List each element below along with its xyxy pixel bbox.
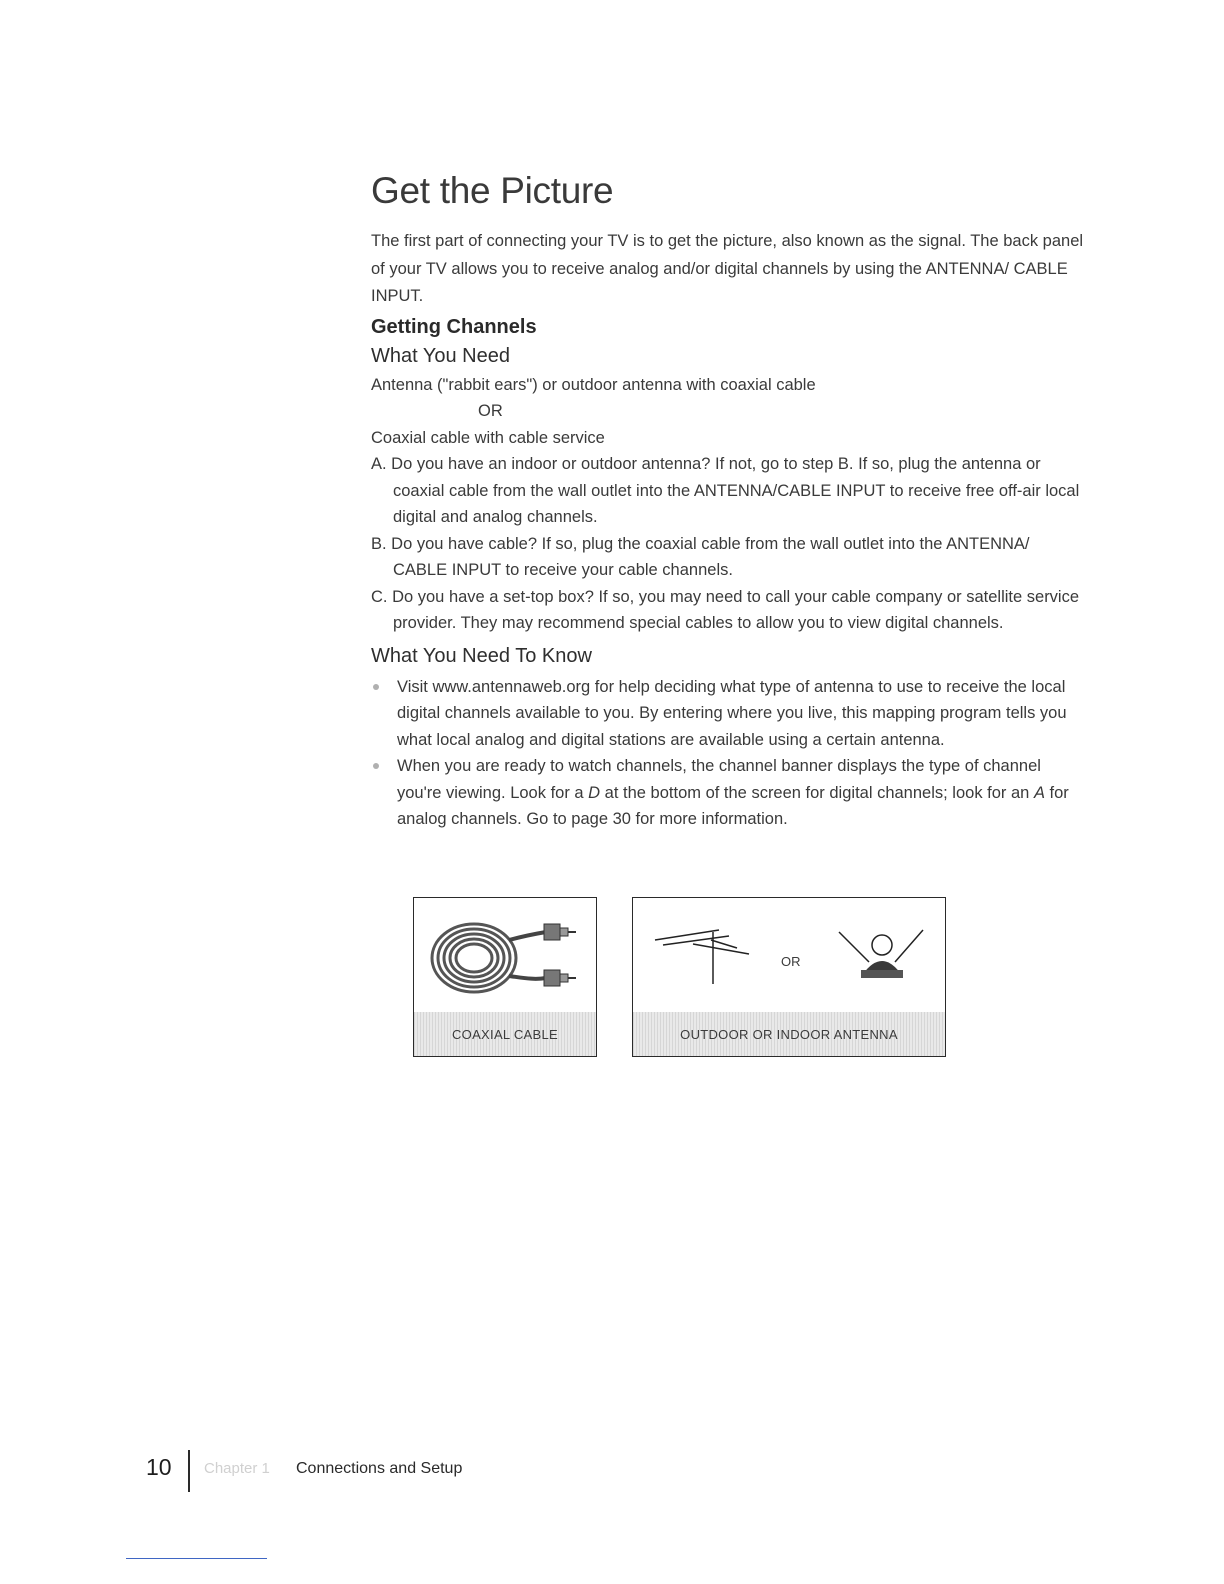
coaxial-caption-band [414,1012,596,1056]
footer-section-title: Connections and Setup [296,1460,463,1477]
antenna-figure [632,897,946,1057]
bullet-dot-icon [373,763,379,769]
bullet-banner-text-3: for analog channels. Go to page 30 for more information. [397,783,1069,828]
step-c: C. Do you have a set-top box? If so, you may need to call your cable company or satellite service provider. They may recommend special cables to allow you to view digital channels. [371,587,1080,632]
subheading-what-you-need-to-know: What You Need To Know [371,644,592,667]
main-content [371,170,1086,833]
intro-paragraph: The first part of connecting your TV is to get the picture, also known as the signal. The back panel of your TV allows you to receive analog and/or digital channels by using the ANTENNA/ CABLE INPUT. [371,232,1084,305]
page-title: Get the Picture [371,170,614,211]
section-heading-getting-channels: Getting Channels [371,315,537,338]
bullet-dot-icon [373,684,379,690]
footer-chapter-label: Chapter 1 [204,1460,270,1477]
step-a: A. Do you have an indoor or outdoor antenna? If not, go to step B. If so, plug the antenna or coaxial cable from the wall outlet into the ANTENNA/CABLE INPUT to receive free off-air local digital and analog channels. [371,455,1080,526]
antenna-caption: OUTDOOR OR INDOOR ANTENNA [680,1026,898,1042]
bullet-banner-analog-letter: A [1033,783,1045,802]
antenna-caption-band [633,1012,945,1056]
coaxial-cable-caption: COAXIAL CABLE [451,1026,558,1042]
bullet-antennaweb-text: Visit www.antennaweb.org for help deciding what type of antenna to use to receive the local digital channels available to you. By entering where you live, this mapping program tells you what local analog and digital stations are available using a certain antenna. [397,677,1067,749]
bottom-rule [126,1558,267,1559]
coaxial-cable-icon [414,898,596,1010]
bullet-banner-text-2: at the bottom of the screen for digital channels; look for an [600,783,1034,802]
bullet-antennaweb [371,674,1086,754]
page-number: 10 [146,1454,172,1480]
bullet-channel-banner [371,753,1086,833]
need-line-coax: Coaxial cable with cable service [371,428,605,447]
coaxial-cable-figure [413,897,597,1057]
need-line-antenna: Antenna ("rabbit ears") or outdoor antenna with coaxial cable [371,375,816,394]
need-line-or: OR [478,402,503,420]
antenna-or-label: OR [781,954,801,969]
bullet-banner-digital-letter: D [588,783,601,802]
subheading-what-you-need: What You Need [371,344,510,367]
bullet-banner-text-1: When you are ready to watch channels, the channel banner displays the type of channel you're viewing. Look for a [397,757,1041,802]
step-b: B. Do you have cable? If so, plug the coaxial cable from the wall outlet into the ANTENNA/ CABLE INPUT to receive your cable channels. [371,534,1030,579]
indoor-antenna-icon [633,898,945,1010]
footer-divider [188,1450,190,1492]
